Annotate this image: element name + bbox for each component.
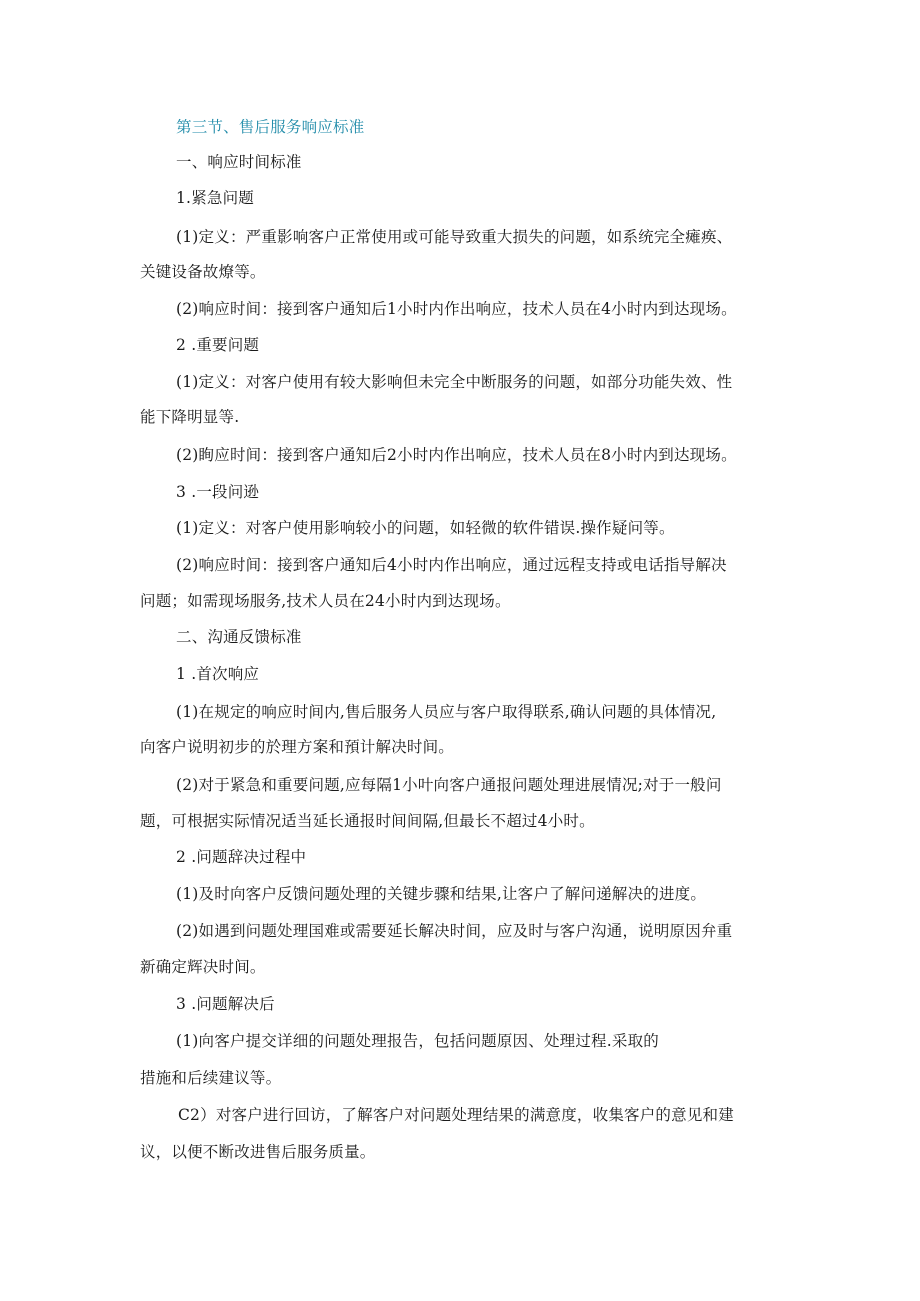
heading-in-progress: 2 .问题辞决过程中 (176, 848, 307, 866)
after-resolution-item1-line2: 措施和后续建议等。 (140, 1069, 282, 1087)
in-progress-item2-line1: (2)如遇到问题处理国难或需要延长解决时间，应及时与客户沟通，说明原因弁重 (176, 922, 733, 940)
urgent-definition-line2: 关键设备故燎等。 (140, 263, 266, 281)
general-definition: (1)定义：对客户使用影响较小的问题，如轻微的软件错误.操作疑问等。 (176, 519, 675, 537)
general-response-line1: (2)响应时间：接到客户通知后4小时内作出响应，通过远程支持或电话指导解决 (176, 556, 727, 574)
first-response-item1-line1: (1)在规定的响应时间内,售后服务人员应与客户取得联系,确认问题的具体情况, (176, 703, 717, 721)
urgent-response-time: (2)响应时间：接到客户通知后1小时内作出响应，技术人员在4小时内到达现场。 (176, 300, 737, 318)
heading-general-issues: 3 .一段问逊 (176, 483, 260, 501)
heading-important-issues: 2 .重要问题 (176, 336, 260, 354)
important-definition-line1: (1)定义：对客户使用有较大影响但未完全中断服务的问题，如部分功能失效、性 (176, 373, 733, 391)
heading-after-resolution: 3 .问题解决后 (176, 995, 275, 1013)
in-progress-item2-line2: 新确定辉决时间。 (140, 958, 266, 976)
important-response-time: (2)眴应时间：接到客户通知后2小时内作出响应，技术人员在8小时内到达现场。 (176, 446, 737, 464)
first-response-item2-line2: 题，可根据实际情况适当延长通报时间间隔,但最长不超过4小时。 (140, 812, 595, 830)
after-resolution-item2-line1: C2）对客户进行回访，了解客户对问题处理结果的满意度，收集客户的意见和建 (178, 1106, 734, 1124)
after-resolution-item1-line1: (1)向客户提交详细的问题处理报告，包括问题原因、处理过程.采取的 (176, 1032, 659, 1050)
heading-first-response: 1 .首次响应 (176, 665, 260, 683)
heading-urgent-issues: 1.紧急问题 (176, 189, 254, 207)
urgent-definition-line1: (1)定义：严重影响客户正常使用或可能导致重大损失的问题，如系统完全瘫痪、 (176, 228, 733, 246)
heading-communication-feedback: 二、沟通反馈标准 (176, 628, 302, 646)
first-response-item1-line2: 向客户说明初步的於理方案和預计解决时间。 (140, 738, 455, 756)
section-title: 第三节、售后服务响应标准 (176, 118, 365, 136)
after-resolution-item2-line2: 议，以便不断改进售后服务质量。 (140, 1143, 376, 1161)
heading-response-time-standard: 一、响应时间标准 (176, 153, 302, 171)
important-definition-line2: 能下降明显等. (140, 408, 240, 426)
first-response-item2-line1: (2)对于紧急和重要问题,应每隔1小叶向客户通报问题处理进展情况;对于一般问 (176, 776, 722, 794)
in-progress-item1: (1)及时向客户反馈问题处理的关键步骤和结果,让客户了解问递解决的进度。 (176, 885, 707, 903)
general-response-line2: 问题；如需现场服务,技术人员在24小时内到达现场。 (140, 592, 511, 610)
